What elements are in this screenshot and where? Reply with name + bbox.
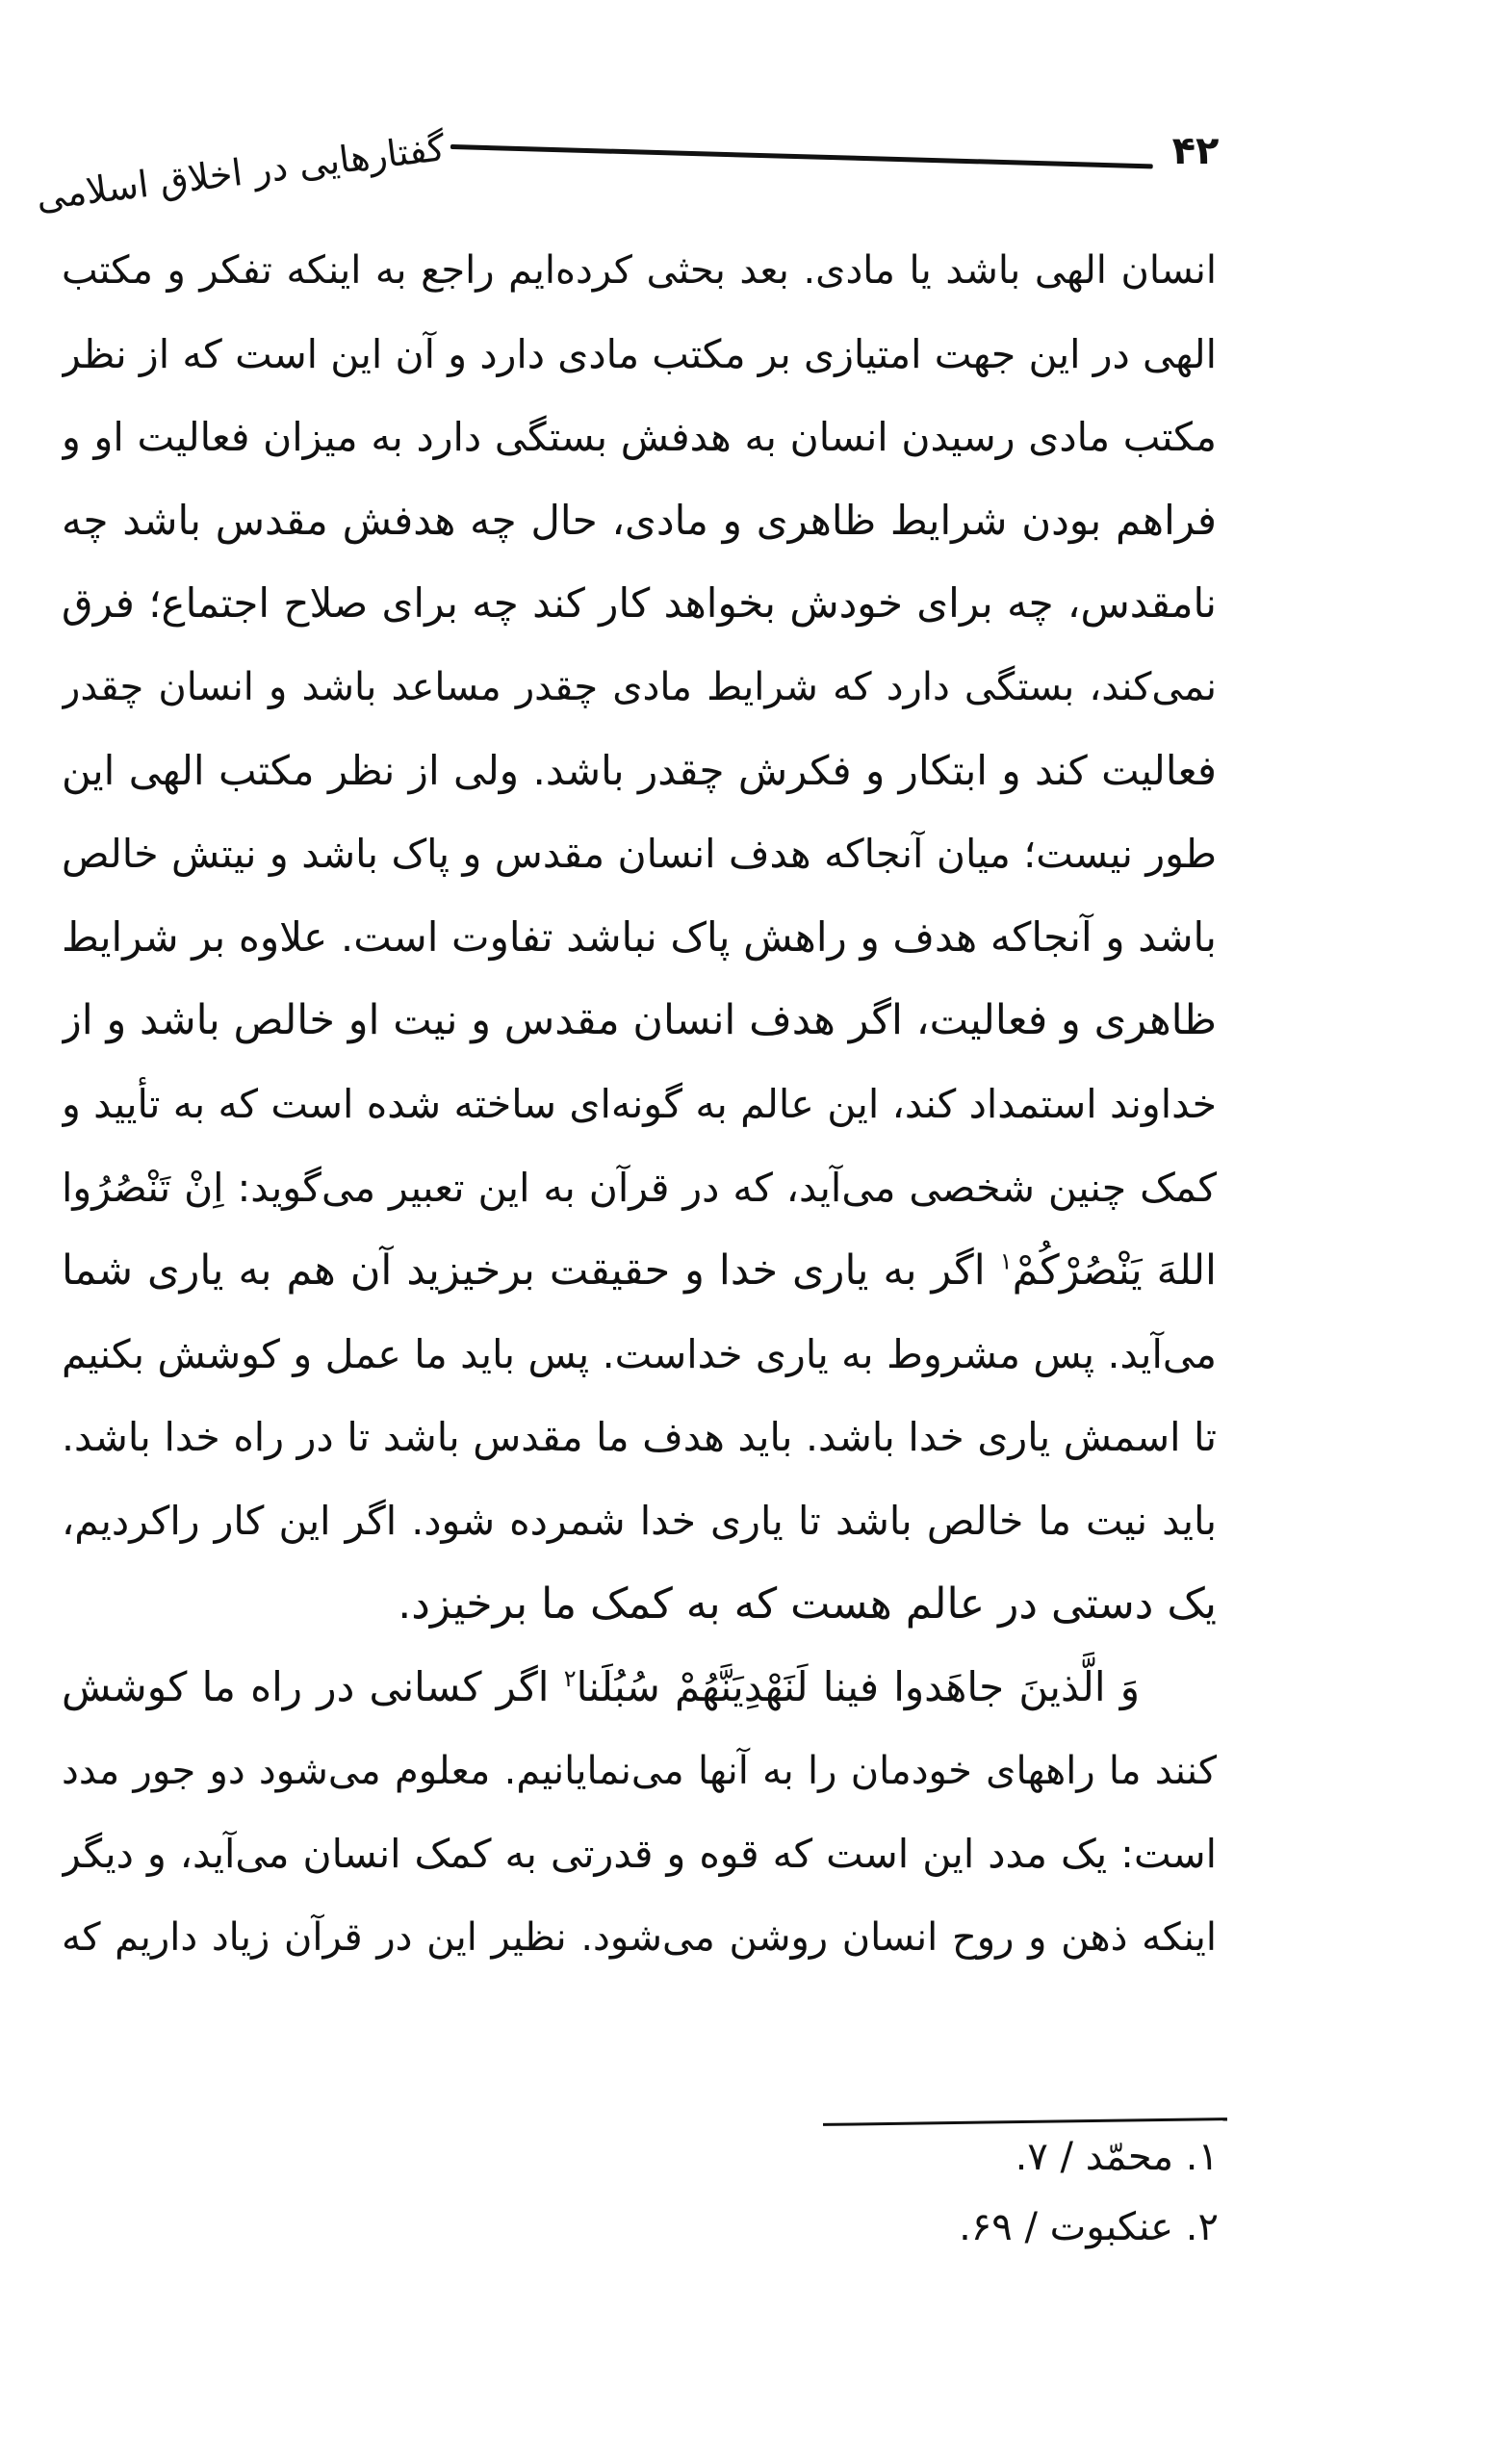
text-line: طور نیست؛ میان آنجاکه هدف انسان مقدس و پاک باشد و نیتش خالص <box>62 831 1217 878</box>
quran-verse: اللهَ یَنْصُرْکُمْ <box>1012 1246 1217 1296</box>
text-line: انسان الهی باشد یا مادی. بعد بحثی کرده‌ایم راجع به اینکه تفکر و مکتب <box>62 248 1217 293</box>
text-line: باید نیت ما خالص باشد تا یاری خدا شمرده شود. اگر این کار راکردیم، <box>62 1497 1217 1544</box>
footnote-ref-1[interactable]: ۱ <box>999 1247 1013 1275</box>
text-line: می‌آید. پس مشروط به یاری خداست. پس باید ما عمل و کوشش بکنیم <box>62 1330 1217 1377</box>
body-text <box>62 229 1217 1979</box>
header-rule <box>450 144 1153 168</box>
text-line: ظاهری و فعالیت، اگر هدف انسان مقدس و نیت او خالص باشد و از <box>62 996 1217 1045</box>
text-line: کنند ما راههای خودمان را به آنها می‌نمایانیم. معلوم می‌شود دو جور مدد <box>62 1748 1217 1793</box>
text-line-verse-2 <box>62 1646 1217 1730</box>
text-line: فراهم بودن شرایط ظاهری و مادی، حال چه هدفش مقدس باشد چه <box>62 496 1217 544</box>
text-line: یک دستی در عالم هست که به کمک ما برخیزد. <box>398 1578 1217 1629</box>
text-line: الهی در این جهت امتیازی بر مکتب مادی دارد و آن این است که از نظر <box>62 330 1217 377</box>
text-line: نمی‌کند، بستگی دارد که شرایط مادی چقدر مساعد باشد و انسان چقدر <box>62 664 1217 709</box>
text-line: است: یک مدد این است که قوه و قدرتی به کمک انسان می‌آید، و دیگر <box>62 1831 1217 1878</box>
running-header-title: گفتارهایی در اخلاق اسلامی <box>34 126 448 218</box>
text-line: باشد و آنجاکه هدف و راهش پاک نباشد تفاوت است. علاوه بر شرایط <box>62 912 1217 961</box>
verse-translation: اگر کسانی در راه ما کوشش <box>62 1663 550 1711</box>
text-line: خداوند استمداد کند، این عالم به گونه‌ای ساخته شده است که به تأیید و <box>62 1080 1217 1127</box>
quran-verse: وَ الَّذینَ جاهَدوا فینا لَنَهْدِیَنَّهُمْ سُبُلَنا <box>576 1663 1140 1711</box>
text-line: اینکه ذهن و روح انسان روشن می‌شود. نظیر این در قرآن زیاد داریم که <box>62 1914 1217 1960</box>
text-line: کمک چنین شخصی می‌آید، که در قرآن به این تعبیر می‌گوید: اِنْ تَنْصُرُوا <box>62 1164 1217 1211</box>
footnote-2: ۲. عنکبوت / ۶۹. <box>959 2205 1219 2249</box>
page-number: ۴۲ <box>1171 129 1220 173</box>
text-line: نامقدس، چه برای خودش بخواهد کار کند چه برای صلاح اجتماع؛ فرق <box>62 579 1217 628</box>
footnote-1: ۱. محمّد / ۷. <box>1015 2135 1219 2179</box>
text-line-verse-1 <box>62 1229 1217 1313</box>
footnotes <box>674 2122 1219 2263</box>
verse-translation: اگر به یاری خدا و حقیقت برخیزید آن هم به یاری شما <box>62 1246 986 1296</box>
text-line: مکتب مادی رسیدن انسان به هدفش بستگی دارد به میزان فعالیت او و <box>62 414 1217 461</box>
text-line: تا اسمش یاری خدا باشد. باید هدف ما مقدس باشد تا در راه خدا باشد. <box>62 1414 1217 1461</box>
text-line: فعالیت کند و ابتکار و فکرش چقدر باشد. ولی از نظر مکتب الهی این <box>62 746 1217 794</box>
footnote-ref-2[interactable]: ۲ <box>563 1665 577 1693</box>
